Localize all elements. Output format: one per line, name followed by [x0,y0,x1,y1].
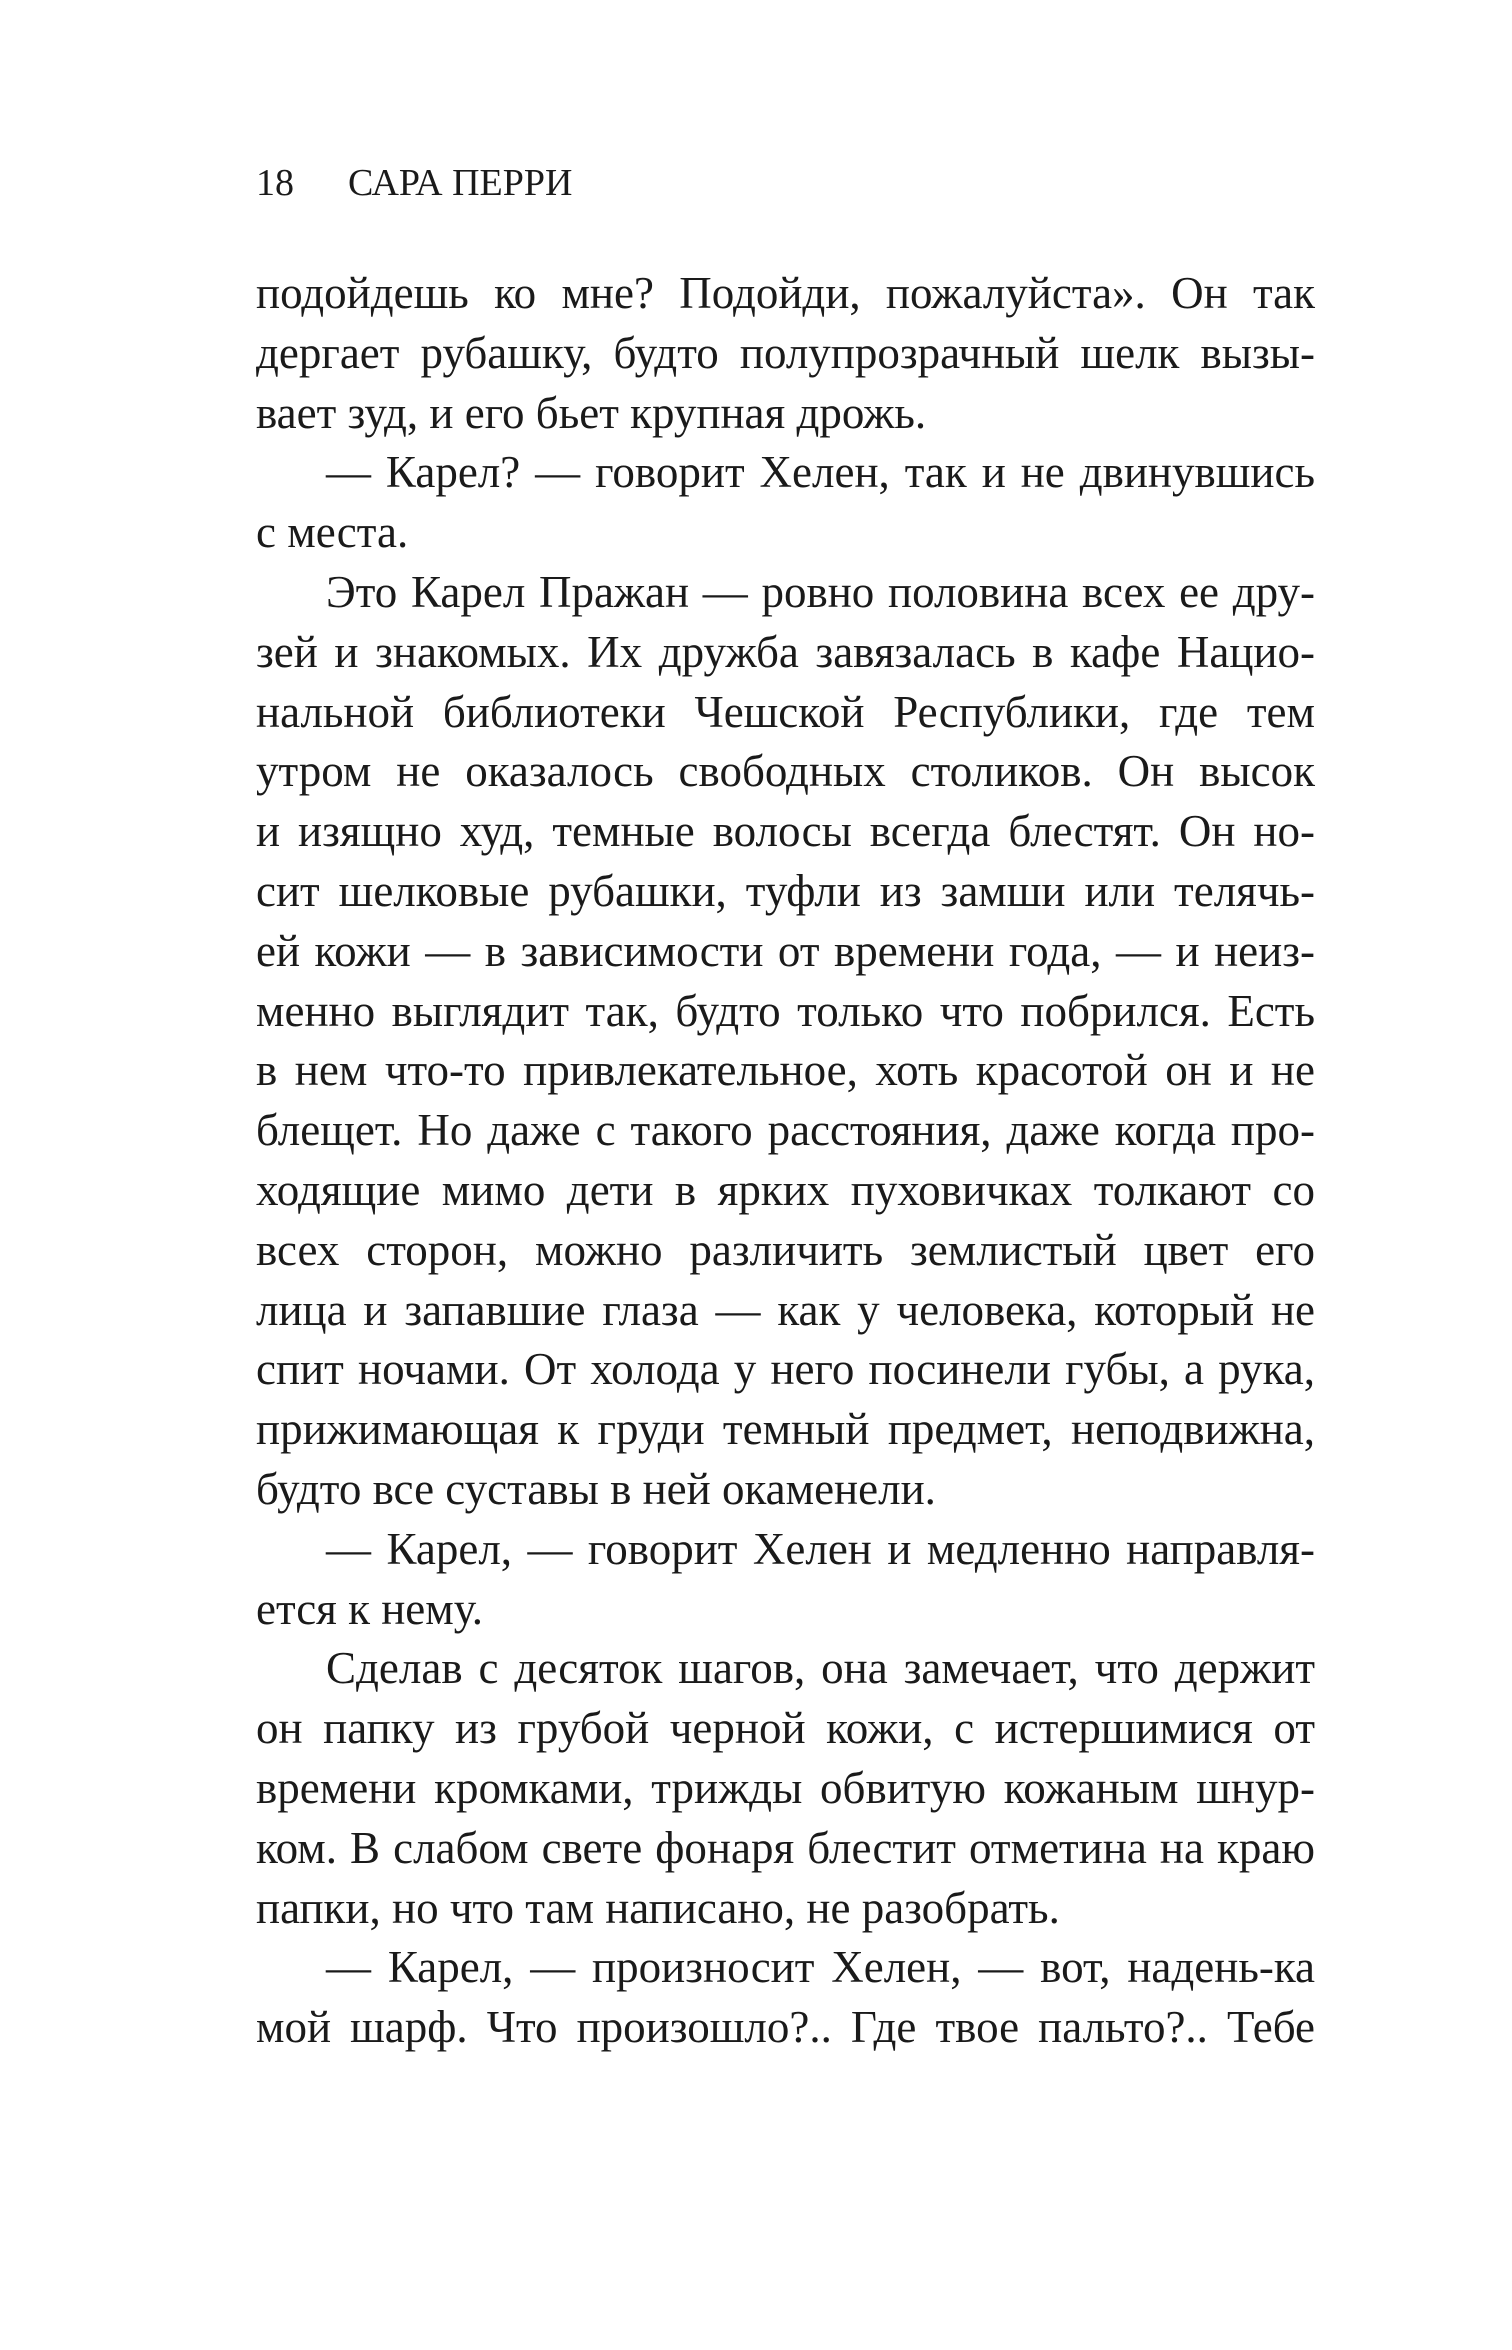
text-line: он папку из грубой черной кожи, с истершимися от [256,1703,1315,1754]
text-line: менно выглядит так, будто только что побрился. Есть [256,985,1315,1036]
text-line: лица и запавшие глаза — как у человека, который не [256,1284,1315,1335]
running-header [256,160,572,206]
text-line: ей кожи — в зависимости от времени года, — и неиз- [256,925,1315,976]
text-line: прижимающая к груди темный предмет, неподвижна, [256,1404,1315,1455]
text-line: и изящно худ, темные волосы всегда блестят. Он но- [256,806,1315,857]
text-line: дергает рубашку, будто полупрозрачный шелк вызы- [256,327,1315,378]
text-line: — Карел? — говорит Хелен, так и не двинувшись [326,447,1315,498]
page-number: 18 [256,162,294,204]
text-line: подойдешь ко мне? Подойди, пожалуйста». Он так [256,268,1315,318]
text-line: — Карел, — говорит Хелен и медленно направля- [326,1523,1315,1574]
text-line: ется к нему. [256,1583,483,1634]
text-line: утром не оказалось свободных столиков. Он высок [256,746,1315,797]
text-line: папки, но что там написано, не разобрать. [256,1882,1060,1933]
text-line: спит ночами. От холода у него посинели губы, а рука, [256,1344,1315,1395]
running-title: САРА ПЕРРИ [348,162,573,204]
text-line: Сделав с десяток шагов, она замечает, что держит [326,1643,1315,1694]
text-line: ком. В слабом свете фонаря блестит отметина на краю [256,1822,1315,1873]
text-line: зей и знакомых. Их дружба завязалась в кафе Нацио- [256,626,1315,677]
text-line: всех сторон, можно различить землистый цвет его [256,1224,1315,1275]
text-line: — Карел, — произносит Хелен, — вот, надень-ка [326,1942,1315,1993]
text-line: времени кромками, трижды обвитую кожаным шнур- [256,1762,1315,1813]
text-line: блещет. Но даже с такого расстояния, даже когда про- [256,1105,1315,1156]
text-line: сит шелковые рубашки, туфли из замши или телячь- [256,865,1315,916]
text-line: ходящие мимо дети в ярких пуховичках толкают со [256,1164,1315,1215]
text-line: с места. [256,507,409,558]
text-line: нальной библиотеки Чешской Республики, где тем [256,686,1315,737]
text-line: в нем что-то привлекательное, хоть красотой он и не [256,1045,1315,1096]
text-line: вает зуд, и его бьет крупная дрожь. [256,387,927,438]
text-line: мой шарф. Что произошло?.. Где твое пальто?.. Тебе [256,2002,1315,2053]
body-text [256,264,1315,2058]
text-line: будто все суставы в ней окаменели. [256,1463,936,1514]
text-line: Это Карел Пражан — ровно половина всех ее дру- [326,566,1315,617]
